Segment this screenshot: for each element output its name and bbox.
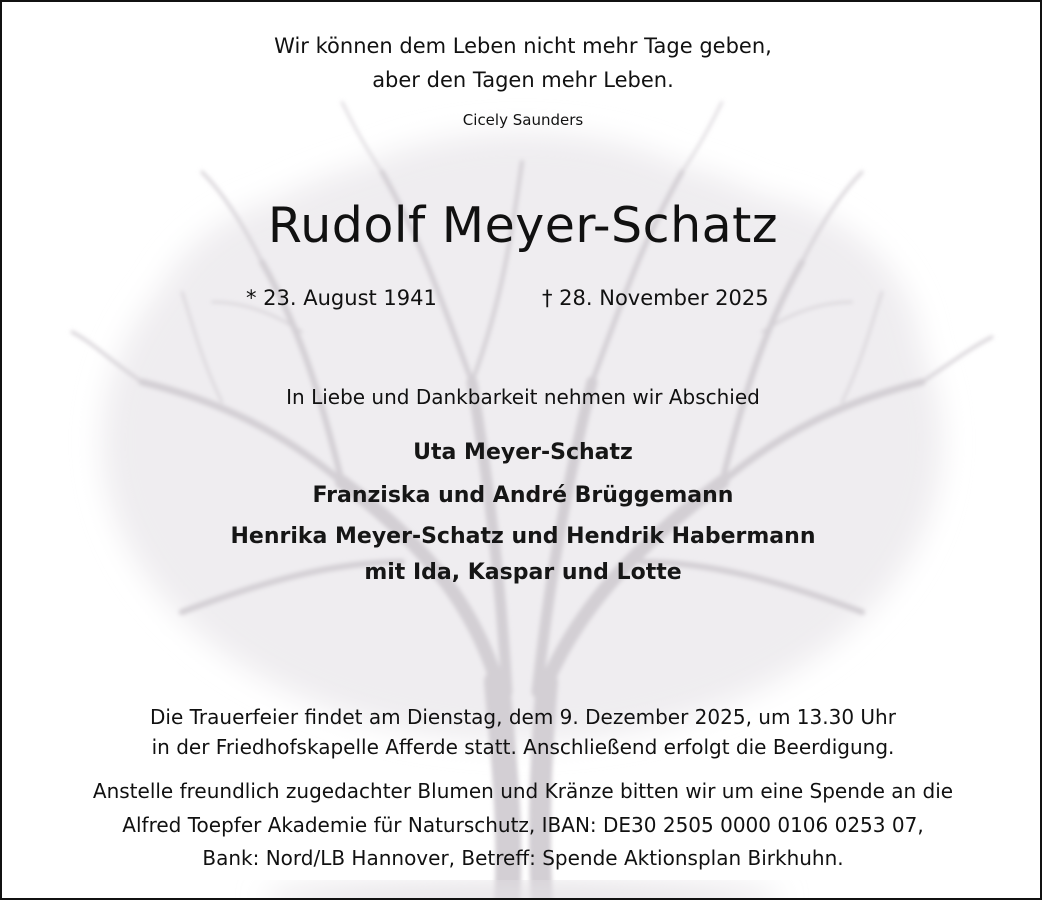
mourner-name: mit Ida, Kaspar und Lotte: [364, 560, 682, 585]
donation-line-1: Anstelle freundlich zugedachter Blumen und Kränze bitten wir um eine Spende an die: [92, 779, 954, 803]
mourner-name: Henrika Meyer-Schatz und Hendrik Habermann: [230, 524, 816, 549]
quote-author: Cicely Saunders: [462, 111, 584, 129]
farewell-intro: In Liebe und Dankbarkeit nehmen wir Abschied: [286, 385, 760, 409]
deceased-name: Rudolf Meyer-Schatz: [267, 197, 779, 254]
ceremony-line-1: Die Trauerfeier findet am Dienstag, dem 9. Dezember 2025, um 13.30 Uhr: [150, 705, 896, 729]
ceremony-line-2: in der Friedhofskapelle Afferde statt. Anschließend erfolgt die Beerdigung.: [151, 735, 895, 759]
mourner-name: Uta Meyer-Schatz: [413, 440, 633, 465]
donation-line-2: Alfred Toepfer Akademie für Naturschutz, IBAN: DE30 2505 0000 0106 0253 07,: [122, 813, 924, 837]
donation-line-3: Bank: Nord/LB Hannover, Betreff: Spende Aktionsplan Birkhuhn.: [202, 846, 844, 870]
quote-line-1: Wir können dem Leben nicht mehr Tage geben,: [274, 34, 772, 58]
quote-line-2: aber den Tagen mehr Leben.: [372, 68, 674, 92]
mourner-name: Franziska und André Brüggemann: [312, 483, 734, 508]
birth-date: * 23. August 1941: [246, 286, 437, 310]
death-date: † 28. November 2025: [542, 286, 769, 310]
